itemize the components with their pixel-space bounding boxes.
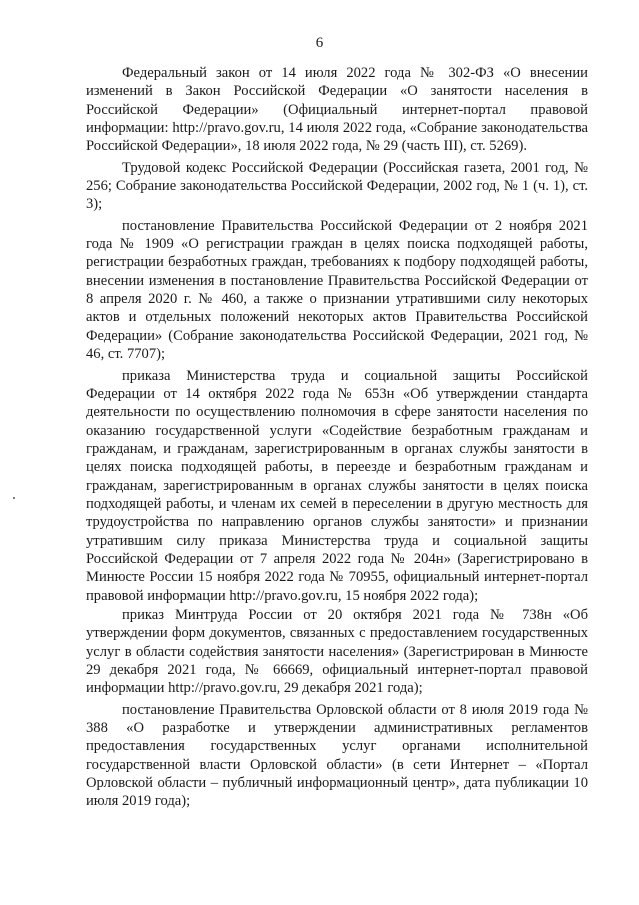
paragraph-government-resolution-1909: постановление Правительства Российской Федерации от 2 ноября 2021 года № 1909 «О регистрации граждан в целях поиска подходящей работы, регистрации безработных граждан, требованиях к подбору подходящей работы, внесении изменения в постановление Правительства Российской Федерации от 8 апреля 2020 г. № 460, а также о признании утратившими силу некоторых актов и отдельных положений некоторых актов Правительства Российской Федерации» (Собрание законодательства Российской Федерации, 2021 год, № 46, ст. 7707); (86, 217, 588, 363)
paragraph-federal-law-302-fz: Федеральный закон от 14 июля 2022 года № 302-ФЗ «О внесении изменений в Закон Российской Федерации «О занятости населения в Российской Федерации» (Официальный интернет-портал правовой информации: http://pravo.gov.ru, 14 июля 2022 года, «Собрание законодательства Российской Федерации», 18 июля 2022 года, № 29 (часть III), ст. 5269). (86, 65, 588, 155)
paragraph-mintrud-order-738n: приказ Минтруда России от 20 октября 2021 года № 738н «Об утверждении форм документов, связанных с предоставлением государственных услуг в области содействия занятости населения» (Зарегистрирован в Минюсте 29 декабря 2021 года, № 66669, официальный интернет-портал правовой информации http://pravo.gov.ru, 29 декабря 2021 года); (86, 606, 588, 697)
document-body (86, 64, 588, 811)
paragraph-mintrud-order-653n: приказа Министерства труда и социальной защиты Российской Федерации от 14 октября 2022 года № 653н «Об утверждении стандарта деятельности по осуществлению полномочия в сфере занятости населения по оказанию государственной услуги «Содействие безработным гражданам и гражданам, и гражданам, зарегистрированным в органах службы занятости в целях поиска подходящей работы, в переезде и безработным гражданам и гражданам, зарегистрированным в органах службы занятости в целях поиска подходящей работы, и членам их семей в переселении в другую местность для трудоустройства по направлению органов службы занятости» и признании утратившим силу приказа Министерства труда и социальной защиты Российской Федерации от 7 апреля 2022 года № 204н» (Зарегистрировано в Минюсте России 15 ноября 2022 года № 70955, официальный интернет-портал правовой информации http://pravo.gov.ru, 15 ноября 2022 года); (86, 367, 588, 604)
page-number: 6 (315, 35, 324, 51)
paragraph-labor-code: Трудовой кодекс Российской Федерации (Российская газета, 2001 год, № 256; Собрание законодательства Российской Федерации, 2002 год, № 1 (ч. 1), ст. 3); (86, 159, 588, 213)
scan-speck (13, 497, 15, 499)
paragraph-oryol-resolution-388: постановление Правительства Орловской области от 8 июля 2019 года № 388 «О разработке и утверждении административных регламентов предоставления государственных услуг органами исполнительной государственной власти Орловской области» (в сети Интернет – «Портал Орловской области – публичный информационный центр», дата публикации 10 июля 2019 года); (86, 701, 588, 810)
